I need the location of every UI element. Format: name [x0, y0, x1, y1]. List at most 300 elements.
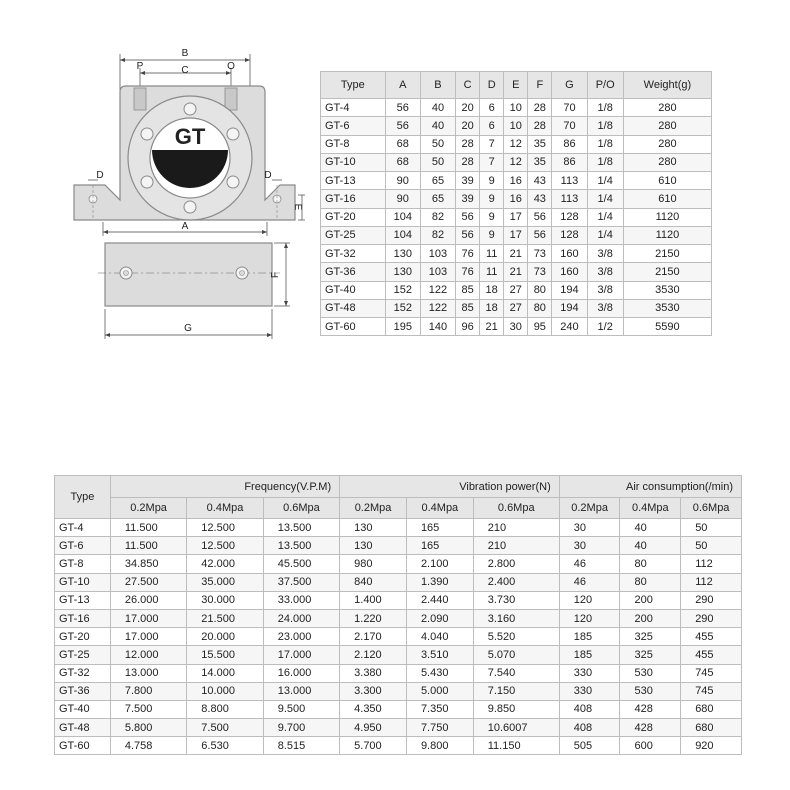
front-view-drawing — [60, 40, 320, 240]
header-pressure: 0.4Mpa — [620, 498, 681, 519]
value-cell: 5.520 — [473, 628, 559, 646]
model-cell: GT-16 — [321, 190, 386, 208]
value-cell: 165 — [406, 537, 473, 555]
label-o: O — [227, 61, 235, 72]
value-cell: 80 — [528, 299, 552, 317]
model-cell: GT-8 — [321, 135, 386, 153]
value-cell: 7.750 — [406, 719, 473, 737]
value-cell: 428 — [620, 719, 681, 737]
table-row — [321, 318, 712, 336]
value-cell: 21 — [504, 263, 528, 281]
value-cell: 455 — [681, 646, 742, 664]
value-cell: 76 — [456, 245, 480, 263]
value-cell: 428 — [620, 700, 681, 718]
value-cell: 600 — [620, 737, 681, 755]
value-cell: 56 — [528, 208, 552, 226]
value-cell: 13.000 — [110, 664, 186, 682]
label-d-right: D — [264, 170, 272, 181]
value-cell: 104 — [385, 226, 420, 244]
value-cell: 530 — [620, 664, 681, 682]
header-air-consumption: Air consumption(/min) — [559, 476, 741, 498]
header-weight: Weight(g) — [623, 72, 711, 99]
value-cell: 680 — [681, 719, 742, 737]
value-cell: 6 — [480, 117, 504, 135]
value-cell: 34.850 — [110, 555, 186, 573]
value-cell: 11.500 — [110, 519, 186, 537]
label-b: B — [181, 48, 189, 59]
model-cell: GT-36 — [55, 682, 111, 700]
value-cell: 6 — [480, 99, 504, 117]
performance-table — [54, 475, 742, 755]
value-cell: 86 — [552, 153, 587, 171]
value-cell: 16 — [504, 190, 528, 208]
value-cell: 3/8 — [587, 263, 623, 281]
value-cell: 610 — [623, 172, 711, 190]
value-cell: 7.150 — [473, 682, 559, 700]
table-row — [321, 226, 712, 244]
value-cell: 11.150 — [473, 737, 559, 755]
value-cell: 28 — [456, 135, 480, 153]
header-po: P/O — [587, 72, 623, 99]
table-row — [321, 208, 712, 226]
table-row — [55, 609, 742, 627]
table-row — [55, 700, 742, 718]
header-b: B — [420, 72, 455, 99]
value-cell: 80 — [620, 555, 681, 573]
value-cell: 185 — [559, 646, 620, 664]
value-cell: 17.000 — [110, 628, 186, 646]
value-cell: 130 — [385, 245, 420, 263]
value-cell: 30.000 — [187, 591, 263, 609]
value-cell: 920 — [681, 737, 742, 755]
value-cell: 27 — [504, 281, 528, 299]
value-cell: 28 — [528, 117, 552, 135]
dimension-header-row — [321, 72, 712, 99]
value-cell: 745 — [681, 664, 742, 682]
value-cell: 130 — [340, 519, 407, 537]
value-cell: 2150 — [623, 245, 711, 263]
value-cell: 8.515 — [263, 737, 339, 755]
value-cell: 1120 — [623, 226, 711, 244]
value-cell: 1/4 — [587, 226, 623, 244]
value-cell: 80 — [620, 573, 681, 591]
value-cell: 86 — [552, 135, 587, 153]
value-cell: 15.500 — [187, 646, 263, 664]
value-cell: 16 — [504, 172, 528, 190]
value-cell: 185 — [559, 628, 620, 646]
value-cell: 2.440 — [406, 591, 473, 609]
table-row — [321, 245, 712, 263]
value-cell: 120 — [559, 591, 620, 609]
table-row — [55, 646, 742, 664]
value-cell: 18 — [480, 281, 504, 299]
table-row — [55, 555, 742, 573]
table-row — [321, 153, 712, 171]
table-row — [321, 281, 712, 299]
value-cell: 5.430 — [406, 664, 473, 682]
value-cell: 2.100 — [406, 555, 473, 573]
model-cell: GT-16 — [55, 609, 111, 627]
model-cell: GT-6 — [55, 537, 111, 555]
value-cell: 5.070 — [473, 646, 559, 664]
value-cell: 122 — [420, 281, 455, 299]
value-cell: 290 — [681, 609, 742, 627]
header-type: Type — [55, 476, 111, 519]
value-cell: 104 — [385, 208, 420, 226]
table-row — [55, 573, 742, 591]
table-row — [55, 519, 742, 537]
value-cell: 210 — [473, 519, 559, 537]
value-cell: 70 — [552, 99, 587, 117]
value-cell: 65 — [420, 172, 455, 190]
header-c: C — [456, 72, 480, 99]
value-cell: 10 — [504, 117, 528, 135]
value-cell: 194 — [552, 299, 587, 317]
model-cell: GT-13 — [321, 172, 386, 190]
value-cell: 40 — [420, 117, 455, 135]
value-cell: 85 — [456, 299, 480, 317]
value-cell: 210 — [473, 537, 559, 555]
table-row — [55, 664, 742, 682]
value-cell: 2.120 — [340, 646, 407, 664]
header-frequency: Frequency(V.P.M) — [110, 476, 339, 498]
bottom-view-drawing — [90, 235, 300, 345]
value-cell: 27 — [504, 299, 528, 317]
table-row — [321, 135, 712, 153]
value-cell: 113 — [552, 190, 587, 208]
model-cell: GT-40 — [55, 700, 111, 718]
value-cell: 3.300 — [340, 682, 407, 700]
value-cell: 12 — [504, 153, 528, 171]
value-cell: 73 — [528, 263, 552, 281]
value-cell: 68 — [385, 153, 420, 171]
value-cell: 112 — [681, 555, 742, 573]
value-cell: 5590 — [623, 318, 711, 336]
value-cell: 21 — [504, 245, 528, 263]
value-cell: 2150 — [623, 263, 711, 281]
value-cell: 33.000 — [263, 591, 339, 609]
value-cell: 120 — [559, 609, 620, 627]
table-row — [321, 299, 712, 317]
performance-pressure-row — [55, 498, 742, 519]
value-cell: 240 — [552, 318, 587, 336]
value-cell: 50 — [681, 537, 742, 555]
table-row — [321, 190, 712, 208]
value-cell: 17 — [504, 208, 528, 226]
table-row — [321, 99, 712, 117]
value-cell: 90 — [385, 190, 420, 208]
value-cell: 4.040 — [406, 628, 473, 646]
model-cell: GT-20 — [321, 208, 386, 226]
value-cell: 330 — [559, 682, 620, 700]
value-cell: 103 — [420, 263, 455, 281]
table-row — [55, 628, 742, 646]
value-cell: 7 — [480, 153, 504, 171]
value-cell: 9 — [480, 226, 504, 244]
value-cell: 46 — [559, 555, 620, 573]
value-cell: 122 — [420, 299, 455, 317]
header-d: D — [480, 72, 504, 99]
table-row — [321, 172, 712, 190]
value-cell: 21 — [480, 318, 504, 336]
label-a: A — [181, 221, 189, 232]
value-cell: 152 — [385, 281, 420, 299]
label-e: E — [292, 203, 303, 211]
value-cell: 46 — [559, 573, 620, 591]
value-cell: 56 — [528, 226, 552, 244]
value-cell: 195 — [385, 318, 420, 336]
header-pressure: 0.4Mpa — [187, 498, 263, 519]
value-cell: 9 — [480, 172, 504, 190]
value-cell: 1/8 — [587, 135, 623, 153]
value-cell: 43 — [528, 172, 552, 190]
value-cell: 50 — [420, 135, 455, 153]
header-vibration-power: Vibration power(N) — [340, 476, 560, 498]
value-cell: 16.000 — [263, 664, 339, 682]
value-cell: 35 — [528, 135, 552, 153]
label-g: G — [184, 323, 192, 334]
value-cell: 1/4 — [587, 190, 623, 208]
value-cell: 505 — [559, 737, 620, 755]
model-cell: GT-25 — [321, 226, 386, 244]
value-cell: 82 — [420, 208, 455, 226]
value-cell: 840 — [340, 573, 407, 591]
value-cell: 90 — [385, 172, 420, 190]
value-cell: 7.800 — [110, 682, 186, 700]
value-cell: 12.500 — [187, 537, 263, 555]
value-cell: 23.000 — [263, 628, 339, 646]
value-cell: 35 — [528, 153, 552, 171]
value-cell: 280 — [623, 153, 711, 171]
value-cell: 40 — [620, 519, 681, 537]
value-cell: 10 — [504, 99, 528, 117]
value-cell: 10.6007 — [473, 719, 559, 737]
value-cell: 14.000 — [187, 664, 263, 682]
performance-group-row — [55, 476, 742, 498]
value-cell: 200 — [620, 591, 681, 609]
value-cell: 1/8 — [587, 153, 623, 171]
value-cell: 56 — [456, 208, 480, 226]
value-cell: 745 — [681, 682, 742, 700]
value-cell: 73 — [528, 245, 552, 263]
value-cell: 17 — [504, 226, 528, 244]
value-cell: 3530 — [623, 299, 711, 317]
value-cell: 280 — [623, 117, 711, 135]
dimension-table — [320, 71, 712, 336]
value-cell: 11 — [480, 245, 504, 263]
value-cell: 9.850 — [473, 700, 559, 718]
header-f: F — [528, 72, 552, 99]
value-cell: 95 — [528, 318, 552, 336]
value-cell: 2.090 — [406, 609, 473, 627]
header-pressure: 0.2Mpa — [340, 498, 407, 519]
value-cell: 76 — [456, 263, 480, 281]
value-cell: 13.500 — [263, 537, 339, 555]
value-cell: 24.000 — [263, 609, 339, 627]
value-cell: 160 — [552, 263, 587, 281]
value-cell: 3.160 — [473, 609, 559, 627]
value-cell: 3/8 — [587, 299, 623, 317]
performance-table-body — [55, 519, 742, 755]
value-cell: 5.800 — [110, 719, 186, 737]
value-cell: 4.350 — [340, 700, 407, 718]
value-cell: 3/8 — [587, 245, 623, 263]
value-cell: 21.500 — [187, 609, 263, 627]
value-cell: 12 — [504, 135, 528, 153]
value-cell: 112 — [681, 573, 742, 591]
model-cell: GT-25 — [55, 646, 111, 664]
value-cell: 1/4 — [587, 208, 623, 226]
model-cell: GT-60 — [321, 318, 386, 336]
value-cell: 9.700 — [263, 719, 339, 737]
value-cell: 3530 — [623, 281, 711, 299]
table-row — [55, 682, 742, 700]
table-row — [55, 591, 742, 609]
value-cell: 325 — [620, 628, 681, 646]
value-cell: 130 — [340, 537, 407, 555]
value-cell: 1/4 — [587, 172, 623, 190]
value-cell: 56 — [385, 99, 420, 117]
model-cell: GT-4 — [321, 99, 386, 117]
value-cell: 980 — [340, 555, 407, 573]
label-c: C — [181, 65, 189, 76]
value-cell: 200 — [620, 609, 681, 627]
value-cell: 1/8 — [587, 99, 623, 117]
value-cell: 7.500 — [110, 700, 186, 718]
value-cell: 140 — [420, 318, 455, 336]
value-cell: 17.000 — [110, 609, 186, 627]
value-cell: 128 — [552, 208, 587, 226]
value-cell: 330 — [559, 664, 620, 682]
value-cell: 40 — [620, 537, 681, 555]
value-cell: 13.500 — [263, 519, 339, 537]
value-cell: 2.800 — [473, 555, 559, 573]
value-cell: 5.700 — [340, 737, 407, 755]
value-cell: 325 — [620, 646, 681, 664]
value-cell: 30 — [504, 318, 528, 336]
value-cell: 39 — [456, 172, 480, 190]
value-cell: 194 — [552, 281, 587, 299]
value-cell: 3/8 — [587, 281, 623, 299]
value-cell: 1120 — [623, 208, 711, 226]
value-cell: 610 — [623, 190, 711, 208]
value-cell: 280 — [623, 135, 711, 153]
model-cell: GT-10 — [55, 573, 111, 591]
value-cell: 8.800 — [187, 700, 263, 718]
value-cell: 7 — [480, 135, 504, 153]
value-cell: 2.400 — [473, 573, 559, 591]
value-cell: 130 — [385, 263, 420, 281]
logo-text: GT — [174, 124, 206, 149]
label-d-left: D — [96, 170, 104, 181]
model-cell: GT-32 — [321, 245, 386, 263]
value-cell: 103 — [420, 245, 455, 263]
value-cell: 18 — [480, 299, 504, 317]
table-row — [55, 719, 742, 737]
value-cell: 7.540 — [473, 664, 559, 682]
value-cell: 37.500 — [263, 573, 339, 591]
header-pressure: 0.2Mpa — [559, 498, 620, 519]
value-cell: 65 — [420, 190, 455, 208]
value-cell: 165 — [406, 519, 473, 537]
value-cell: 152 — [385, 299, 420, 317]
value-cell: 3.730 — [473, 591, 559, 609]
value-cell: 26.000 — [110, 591, 186, 609]
model-cell: GT-6 — [321, 117, 386, 135]
model-cell: GT-48 — [321, 299, 386, 317]
header-pressure: 0.2Mpa — [110, 498, 186, 519]
value-cell: 30 — [559, 519, 620, 537]
value-cell: 12.000 — [110, 646, 186, 664]
value-cell: 408 — [559, 700, 620, 718]
value-cell: 39 — [456, 190, 480, 208]
value-cell: 96 — [456, 318, 480, 336]
value-cell: 1/8 — [587, 117, 623, 135]
model-cell: GT-8 — [55, 555, 111, 573]
table-row — [55, 537, 742, 555]
value-cell: 30 — [559, 537, 620, 555]
value-cell: 12.500 — [187, 519, 263, 537]
value-cell: 1.220 — [340, 609, 407, 627]
model-cell: GT-48 — [55, 719, 111, 737]
value-cell: 9.500 — [263, 700, 339, 718]
table-row — [321, 263, 712, 281]
value-cell: 290 — [681, 591, 742, 609]
value-cell: 128 — [552, 226, 587, 244]
header-g: G — [552, 72, 587, 99]
value-cell: 1/2 — [587, 318, 623, 336]
table-row — [321, 117, 712, 135]
header-type: Type — [321, 72, 386, 99]
value-cell: 43 — [528, 190, 552, 208]
model-cell: GT-60 — [55, 737, 111, 755]
label-p: P — [136, 61, 144, 72]
value-cell: 10.000 — [187, 682, 263, 700]
value-cell: 5.000 — [406, 682, 473, 700]
value-cell: 280 — [623, 99, 711, 117]
value-cell: 408 — [559, 719, 620, 737]
value-cell: 80 — [528, 281, 552, 299]
model-cell: GT-10 — [321, 153, 386, 171]
value-cell: 85 — [456, 281, 480, 299]
value-cell: 7.350 — [406, 700, 473, 718]
value-cell: 6.530 — [187, 737, 263, 755]
dimension-table-body — [321, 99, 712, 336]
model-cell: GT-20 — [55, 628, 111, 646]
model-cell: GT-36 — [321, 263, 386, 281]
value-cell: 28 — [456, 153, 480, 171]
value-cell: 530 — [620, 682, 681, 700]
header-pressure: 0.6Mpa — [473, 498, 559, 519]
value-cell: 160 — [552, 245, 587, 263]
header-pressure: 0.6Mpa — [263, 498, 339, 519]
value-cell: 3.510 — [406, 646, 473, 664]
value-cell: 4.950 — [340, 719, 407, 737]
model-cell: GT-13 — [55, 591, 111, 609]
value-cell: 42.000 — [187, 555, 263, 573]
header-pressure: 0.4Mpa — [406, 498, 473, 519]
value-cell: 9 — [480, 190, 504, 208]
value-cell: 20.000 — [187, 628, 263, 646]
header-a: A — [385, 72, 420, 99]
value-cell: 50 — [420, 153, 455, 171]
model-cell: GT-32 — [55, 664, 111, 682]
value-cell: 50 — [681, 519, 742, 537]
value-cell: 20 — [456, 117, 480, 135]
header-e: E — [504, 72, 528, 99]
value-cell: 680 — [681, 700, 742, 718]
value-cell: 13.000 — [263, 682, 339, 700]
